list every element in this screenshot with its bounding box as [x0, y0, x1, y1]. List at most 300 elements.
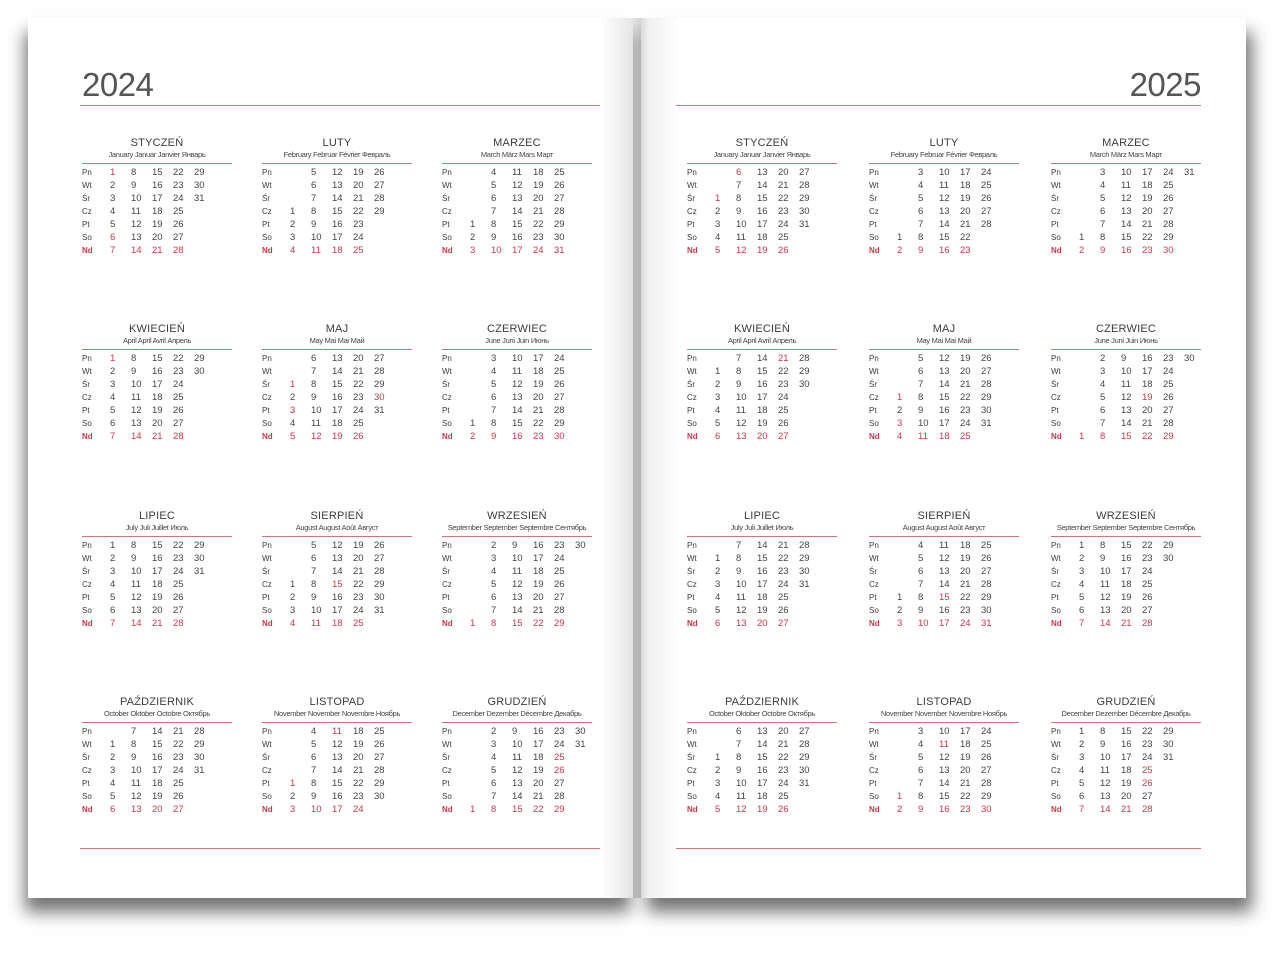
day-label: Śr — [1051, 194, 1059, 203]
day-number: 31 — [1184, 167, 1195, 178]
day-number: 20 — [1121, 605, 1132, 616]
day-number: 18 — [332, 245, 343, 256]
day-label: Cz — [1051, 393, 1061, 402]
day-number: 3 — [715, 579, 721, 590]
day-number: 24 — [981, 167, 992, 178]
day-number: 26 — [1142, 592, 1153, 603]
month-name: CZERWIEC — [1095, 323, 1157, 335]
week-row — [687, 417, 837, 430]
day-number: 24 — [960, 418, 971, 429]
day-number: 13 — [512, 778, 523, 789]
day-number: 27 — [374, 553, 385, 564]
day-number: 9 — [918, 804, 924, 815]
day-number: 1 — [470, 219, 476, 230]
week-row — [82, 231, 232, 244]
day-number: 22 — [533, 618, 544, 629]
day-number: 9 — [491, 232, 497, 243]
day-number: 17 — [533, 739, 544, 750]
month-block — [869, 695, 1019, 816]
day-number: 26 — [778, 605, 789, 616]
week-row — [687, 192, 837, 205]
day-number: 17 — [533, 353, 544, 364]
day-number: 25 — [554, 366, 565, 377]
day-number: 20 — [960, 366, 971, 377]
day-number: 27 — [173, 804, 184, 815]
week-row — [687, 218, 837, 231]
week-row — [687, 352, 837, 365]
day-number: 11 — [736, 405, 746, 416]
day-number: 10 — [311, 405, 322, 416]
day-number: 10 — [512, 353, 523, 364]
week-row — [262, 591, 412, 604]
day-number: 12 — [512, 180, 523, 191]
month-name: WRZESIEŃ — [1096, 510, 1156, 522]
day-label: Cz — [262, 207, 272, 216]
day-number: 8 — [131, 540, 137, 551]
month-translations: June Juni Juin Июнь — [1094, 336, 1158, 345]
day-label: Nd — [1051, 619, 1062, 628]
month-translations: June Juni Juin Июнь — [485, 336, 549, 345]
day-number: 9 — [736, 566, 742, 577]
month-translations: April April Avril Апрель — [122, 336, 192, 345]
day-number: 5 — [918, 353, 924, 364]
day-number: 7 — [131, 726, 137, 737]
day-number: 20 — [152, 804, 163, 815]
day-number: 5 — [110, 219, 116, 230]
week-row — [687, 591, 837, 604]
day-number: 28 — [374, 765, 385, 776]
day-number: 12 — [1121, 193, 1132, 204]
week-row — [82, 803, 232, 816]
week-row — [82, 352, 232, 365]
week-row — [869, 391, 1019, 404]
day-number: 29 — [1163, 232, 1174, 243]
day-number: 28 — [374, 193, 385, 204]
day-number: 28 — [799, 353, 810, 364]
day-number: 14 — [131, 431, 142, 442]
week-row — [442, 738, 592, 751]
week-row — [869, 166, 1019, 179]
day-label: Pt — [869, 406, 877, 415]
day-number: 30 — [194, 180, 205, 191]
day-number: 2 — [1079, 739, 1085, 750]
day-number: 7 — [311, 765, 317, 776]
day-number: 23 — [173, 752, 184, 763]
week-row — [1051, 738, 1201, 751]
day-number: 8 — [311, 778, 317, 789]
week-row — [869, 430, 1019, 443]
day-number: 17 — [152, 765, 163, 776]
day-number: 20 — [533, 193, 544, 204]
day-number: 29 — [1163, 431, 1174, 442]
day-number: 12 — [512, 765, 523, 776]
day-number: 6 — [918, 366, 924, 377]
week-row — [82, 790, 232, 803]
day-number: 14 — [939, 579, 950, 590]
day-label: Pt — [82, 220, 90, 229]
month-translations: August August Août Август — [902, 523, 986, 532]
day-number: 30 — [374, 392, 385, 403]
day-number: 22 — [1142, 431, 1153, 442]
day-number: 14 — [512, 605, 523, 616]
day-label: Pt — [869, 220, 877, 229]
day-number: 6 — [491, 778, 497, 789]
day-number: 20 — [960, 566, 971, 577]
day-number: 28 — [1163, 219, 1174, 230]
day-number: 14 — [757, 540, 768, 551]
day-number: 13 — [1121, 206, 1132, 217]
day-label: Wt — [82, 181, 92, 190]
day-number: 11 — [736, 791, 746, 802]
day-label: So — [442, 419, 452, 428]
day-label: Pn — [1051, 727, 1061, 736]
day-number: 13 — [131, 232, 142, 243]
week-row — [687, 231, 837, 244]
week-row — [869, 604, 1019, 617]
week-row — [1051, 365, 1201, 378]
week-row — [442, 578, 592, 591]
day-label: Cz — [687, 580, 697, 589]
day-number: 27 — [1163, 405, 1174, 416]
day-number: 21 — [152, 245, 163, 256]
day-number: 3 — [110, 765, 116, 776]
day-number: 31 — [799, 219, 810, 230]
day-number: 10 — [736, 219, 747, 230]
day-label: Śr — [687, 380, 695, 389]
day-label: So — [869, 792, 879, 801]
month-block — [1051, 322, 1201, 443]
day-number: 11 — [512, 566, 522, 577]
day-number: 24 — [778, 219, 789, 230]
week-row — [262, 231, 412, 244]
day-number: 16 — [757, 765, 768, 776]
day-number: 18 — [757, 232, 768, 243]
day-number: 22 — [533, 804, 544, 815]
day-number: 3 — [715, 219, 721, 230]
day-label: Śr — [442, 567, 450, 576]
day-number: 25 — [981, 540, 992, 551]
day-number: 6 — [715, 431, 721, 442]
day-number: 18 — [757, 791, 768, 802]
day-number: 13 — [757, 726, 768, 737]
day-label: Pt — [262, 593, 270, 602]
day-number: 21 — [353, 765, 364, 776]
day-number: 17 — [152, 193, 163, 204]
day-number: 30 — [554, 232, 565, 243]
week-row — [687, 205, 837, 218]
day-number: 7 — [918, 219, 924, 230]
day-label: Cz — [442, 580, 452, 589]
day-number: 16 — [757, 566, 768, 577]
day-number: 17 — [152, 566, 163, 577]
day-number: 3 — [897, 418, 903, 429]
day-number: 28 — [173, 618, 184, 629]
day-label: Nd — [1051, 805, 1062, 814]
day-number: 11 — [512, 167, 522, 178]
day-label: Wt — [687, 740, 697, 749]
day-label: Pn — [1051, 168, 1061, 177]
day-number: 3 — [110, 566, 116, 577]
day-label: Pt — [687, 220, 695, 229]
week-row — [262, 352, 412, 365]
day-number: 28 — [981, 379, 992, 390]
day-number: 12 — [311, 431, 322, 442]
week-row — [262, 738, 412, 751]
day-label: Nd — [687, 619, 698, 628]
day-number: 8 — [736, 366, 742, 377]
week-row — [687, 803, 837, 816]
day-label: Nd — [262, 805, 273, 814]
day-label: So — [687, 233, 697, 242]
day-number: 3 — [897, 618, 903, 629]
week-row — [1051, 617, 1201, 630]
month-rule — [82, 722, 232, 723]
week-row — [1051, 352, 1201, 365]
month-name: LUTY — [322, 137, 352, 149]
month-translations: July Juli Juillet Июль — [730, 523, 794, 532]
day-number: 13 — [512, 193, 523, 204]
day-number: 20 — [778, 726, 789, 737]
day-number: 7 — [491, 605, 497, 616]
day-number: 27 — [1142, 791, 1153, 802]
day-number: 11 — [918, 431, 928, 442]
month-block — [687, 136, 837, 257]
day-number: 1 — [1079, 540, 1085, 551]
day-number: 21 — [533, 405, 544, 416]
day-number: 20 — [757, 618, 768, 629]
day-number: 29 — [554, 804, 565, 815]
day-number: 15 — [512, 219, 523, 230]
day-number: 23 — [960, 405, 971, 416]
week-row — [442, 591, 592, 604]
day-number: 3 — [1079, 566, 1085, 577]
day-number: 9 — [736, 379, 742, 390]
day-number: 29 — [799, 752, 810, 763]
day-number: 3 — [491, 739, 497, 750]
day-number: 28 — [981, 778, 992, 789]
day-number: 31 — [374, 605, 385, 616]
day-number: 15 — [152, 739, 163, 750]
day-number: 9 — [311, 219, 317, 230]
week-row — [262, 378, 412, 391]
day-number: 13 — [1121, 405, 1132, 416]
day-number: 24 — [173, 566, 184, 577]
month-block — [1051, 136, 1201, 257]
bottom-rule — [676, 848, 1201, 849]
day-label: Śr — [1051, 380, 1059, 389]
day-number: 30 — [194, 553, 205, 564]
day-number: 24 — [173, 765, 184, 776]
day-number: 3 — [290, 232, 296, 243]
day-number: 14 — [757, 739, 768, 750]
week-row — [869, 205, 1019, 218]
day-number: 11 — [131, 579, 141, 590]
day-number: 28 — [554, 405, 565, 416]
day-number: 26 — [554, 379, 565, 390]
day-number: 3 — [715, 778, 721, 789]
day-number: 1 — [897, 791, 903, 802]
day-number: 16 — [939, 405, 950, 416]
day-number: 27 — [778, 618, 789, 629]
day-number: 25 — [960, 431, 971, 442]
day-label: Pn — [82, 354, 92, 363]
day-number: 28 — [1163, 418, 1174, 429]
month-translations: October Oktober Octobre Октябрь — [708, 709, 816, 718]
day-label: Wt — [442, 367, 452, 376]
day-number: 16 — [1121, 245, 1132, 256]
day-number: 27 — [374, 353, 385, 364]
day-number: 30 — [1163, 739, 1174, 750]
day-label: Nd — [687, 805, 698, 814]
week-row — [262, 192, 412, 205]
day-number: 20 — [1142, 405, 1153, 416]
day-number: 17 — [757, 219, 768, 230]
day-number: 22 — [353, 379, 364, 390]
week-row — [262, 218, 412, 231]
day-number: 10 — [311, 232, 322, 243]
day-number: 1 — [897, 392, 903, 403]
day-number: 19 — [353, 540, 364, 551]
month-block — [442, 136, 592, 257]
day-number: 2 — [897, 405, 903, 416]
day-number: 21 — [533, 791, 544, 802]
day-number: 24 — [554, 353, 565, 364]
week-row — [262, 777, 412, 790]
day-number: 17 — [332, 232, 343, 243]
day-number: 15 — [757, 366, 768, 377]
day-label: Śr — [442, 194, 450, 203]
day-number: 25 — [1142, 579, 1153, 590]
day-number: 15 — [939, 392, 950, 403]
day-number: 17 — [512, 245, 523, 256]
day-number: 14 — [757, 180, 768, 191]
day-number: 17 — [757, 392, 768, 403]
day-number: 16 — [512, 431, 523, 442]
week-row — [687, 578, 837, 591]
month-block — [82, 509, 232, 630]
day-number: 4 — [491, 752, 497, 763]
day-number: 27 — [374, 180, 385, 191]
day-label: Cz — [687, 393, 697, 402]
day-number: 1 — [1079, 431, 1085, 442]
week-row — [869, 378, 1019, 391]
week-row — [687, 378, 837, 391]
day-number: 10 — [939, 726, 950, 737]
day-number: 6 — [110, 232, 116, 243]
day-number: 20 — [353, 553, 364, 564]
day-number: 4 — [110, 392, 116, 403]
day-number: 10 — [512, 739, 523, 750]
day-number: 3 — [110, 193, 116, 204]
day-number: 31 — [194, 765, 205, 776]
day-label: Śr — [869, 194, 877, 203]
day-number: 24 — [1142, 752, 1153, 763]
week-row — [442, 218, 592, 231]
day-label: Śr — [869, 567, 877, 576]
day-label: Nd — [687, 246, 698, 255]
day-label: Pt — [1051, 779, 1059, 788]
day-label: Wt — [442, 740, 452, 749]
week-row — [82, 378, 232, 391]
week-row — [1051, 192, 1201, 205]
day-number: 17 — [1121, 752, 1132, 763]
day-label: Pt — [82, 406, 90, 415]
day-number: 15 — [939, 592, 950, 603]
day-number: 25 — [554, 752, 565, 763]
day-label: Wt — [1051, 181, 1061, 190]
day-number: 29 — [374, 579, 385, 590]
day-label: Śr — [262, 194, 270, 203]
day-number: 2 — [110, 180, 116, 191]
week-row — [1051, 391, 1201, 404]
day-number: 25 — [981, 739, 992, 750]
day-number: 1 — [715, 193, 721, 204]
day-number: 28 — [799, 540, 810, 551]
week-row — [869, 617, 1019, 630]
day-number: 5 — [110, 405, 116, 416]
day-number: 11 — [736, 592, 746, 603]
day-number: 22 — [960, 232, 971, 243]
day-number: 31 — [981, 618, 992, 629]
week-row — [869, 192, 1019, 205]
day-number: 5 — [918, 193, 924, 204]
day-number: 13 — [512, 592, 523, 603]
day-label: Wt — [1051, 367, 1061, 376]
week-row — [442, 404, 592, 417]
day-number: 31 — [554, 245, 565, 256]
day-number: 10 — [736, 392, 747, 403]
day-number: 20 — [353, 752, 364, 763]
day-number: 8 — [491, 418, 497, 429]
day-number: 25 — [554, 566, 565, 577]
day-number: 19 — [533, 379, 544, 390]
week-row — [1051, 751, 1201, 764]
day-number: 14 — [1121, 418, 1132, 429]
day-number: 16 — [152, 366, 163, 377]
month-translations: November November Novembre Ноябрь — [273, 709, 401, 718]
week-row — [442, 391, 592, 404]
month-rule — [1051, 163, 1201, 164]
day-number: 26 — [173, 791, 184, 802]
day-label: Nd — [82, 246, 93, 255]
month-rule — [869, 722, 1019, 723]
day-number: 6 — [110, 418, 116, 429]
day-number: 12 — [332, 540, 343, 551]
day-number: 5 — [918, 553, 924, 564]
day-number: 25 — [173, 206, 184, 217]
day-number: 26 — [173, 219, 184, 230]
week-row — [442, 166, 592, 179]
day-number: 1 — [110, 739, 116, 750]
day-number: 12 — [736, 418, 747, 429]
day-label: Cz — [1051, 766, 1061, 775]
day-number: 22 — [960, 791, 971, 802]
day-number: 24 — [173, 193, 184, 204]
month-rule — [442, 722, 592, 723]
day-label: Pn — [1051, 541, 1061, 550]
day-number: 9 — [1100, 245, 1106, 256]
day-label: Śr — [1051, 753, 1059, 762]
day-number: 8 — [491, 618, 497, 629]
day-number: 10 — [131, 765, 142, 776]
day-number: 9 — [491, 431, 497, 442]
day-number: 19 — [1142, 193, 1153, 204]
week-row — [82, 565, 232, 578]
day-label: Nd — [1051, 246, 1062, 255]
day-label: Pn — [442, 727, 452, 736]
day-number: 27 — [799, 167, 810, 178]
day-number: 12 — [332, 167, 343, 178]
